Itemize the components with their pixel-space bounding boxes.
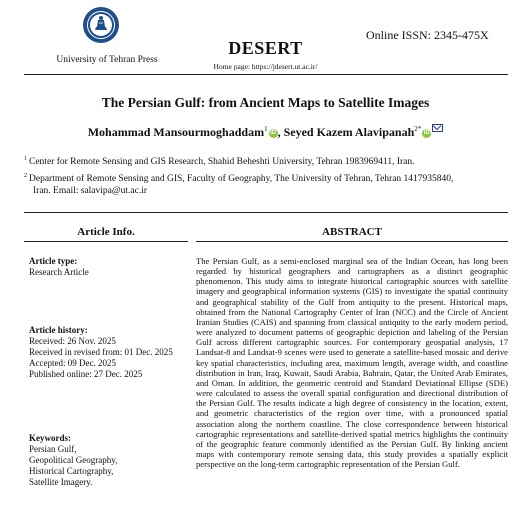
article-type-value: Research Article [29,267,89,277]
abstract-text: The Persian Gulf, as a semi-enclosed marginal sea of the Indian Ocean, has long been regarded by historical geographers and cartographers as a distinct geographic phenomenon. This study aims to integrate historical cartographic sources with satellite imagery and geographical information systems (GIS) to investigate the spatial continuity and geographical stability of the Gulf from antiquity to the present. Historical maps, obtained from the National Cartography Center of Iran (NCC) and the Circle of Ancient Iranian Studies (CAIS) and spanning from classical antiquity to the early modern period, were analyzed to document patterns of geographic depiction and labeling of the Persian Gulf across different cartographic sources. For contemporary geospatial analysis, 17 Landsat-8 and Landsat-9 scenes were used to generate a satellite-based mosaic and derive key spatial characteristics, including area, maximum length, average width, and coastline distribution in Iran, Iraq, Kuwait, Saudi Arabia, Bahrain, Qatar, the United Arab Emirates, and Oman. In addition, the geometric centroid and Standard Deviational Ellipse (SDE) were calculated to assess the overall spatial configuration and directional distribution of the Persian Gulf. The results indicate a high degree of consistency in the location, extent, and geometric characteristics of the region over time, with a pronounced spatial association along the northern coastline. The close correspondence between historical cartographic representations and satellite-derived spatial metrics highlights the continuity of the geographic feature commonly identified as the Persian Gulf. By linking ancient maps with contemporary remote sensing data, this study provides a spatially explicit perspective on the long-term cartographic representation of the Persian Gulf. [196,256,508,470]
article-info-heading: Article Info. [77,226,135,238]
affiliation-number: 2 [24,173,27,179]
section-divider [24,212,508,213]
revised-date: Received in revised from: 01 Dec. 2025 [29,347,173,357]
accepted-date: Accepted: 09 Dec. 2025 [29,358,116,368]
received-date: Received: 26 Nov. 2025 [29,336,116,346]
keyword-item: Geopolitical Geography, [29,455,118,465]
keywords-label: Keywords: [29,433,71,443]
article-title: The Persian Gulf: from Ancient Maps to Satellite Images [101,95,430,110]
article-history-block [29,325,189,380]
online-issn: Online ISSN: 2345-475X [366,28,489,42]
published-date: Published online: 27 Dec. 2025 [29,369,143,379]
keyword-item: Historical Cartography, [29,466,114,476]
orcid-icon[interactable]: iD [423,130,430,136]
author-name: Seyed Kazem Alavipanah [283,125,415,139]
author-line [0,124,531,140]
article-history-label: Article history: [29,325,88,335]
author-name: Mohammad Mansourmoghaddam [87,125,265,139]
university-name: University of Tehran Press [56,55,158,65]
author-separator: , [277,125,284,139]
author-affiliation-mark: 1 [264,125,268,133]
affiliation-number: 1 [24,156,27,162]
affiliation [24,156,514,167]
keyword-item: Persian Gulf, [29,444,77,454]
keyword-item: Satellite Imagery. [29,477,93,487]
email-icon[interactable] [432,124,443,132]
affiliation-text: Department of Remote Sensing and GIS, Faculty of Geography, The University of Tehran, Tehran 1417935840, [29,174,454,184]
orcid-icon[interactable]: iD [270,130,277,136]
article-type-label: Article type: [29,256,78,266]
abstract-heading: ABSTRACT [322,226,382,238]
journal-homepage[interactable]: Home page: https://jdesert.ut.ac.ir/ [213,62,318,71]
journal-name: DESERT [228,38,303,58]
affiliation [24,170,514,197]
article-info-divider [24,241,188,242]
article-type-block [29,256,189,278]
keywords-block [29,433,189,488]
affiliation-text: Center for Remote Sensing and GIS Research, Shahid Beheshti University, Tehran 1983969411, Iran. [29,157,415,167]
abstract-divider [196,241,508,242]
affiliation-email[interactable]: Iran. Email: salavipa@ut.ac.ir [33,186,147,196]
header-divider [24,74,508,75]
author-affiliation-mark: 2* [414,125,422,133]
